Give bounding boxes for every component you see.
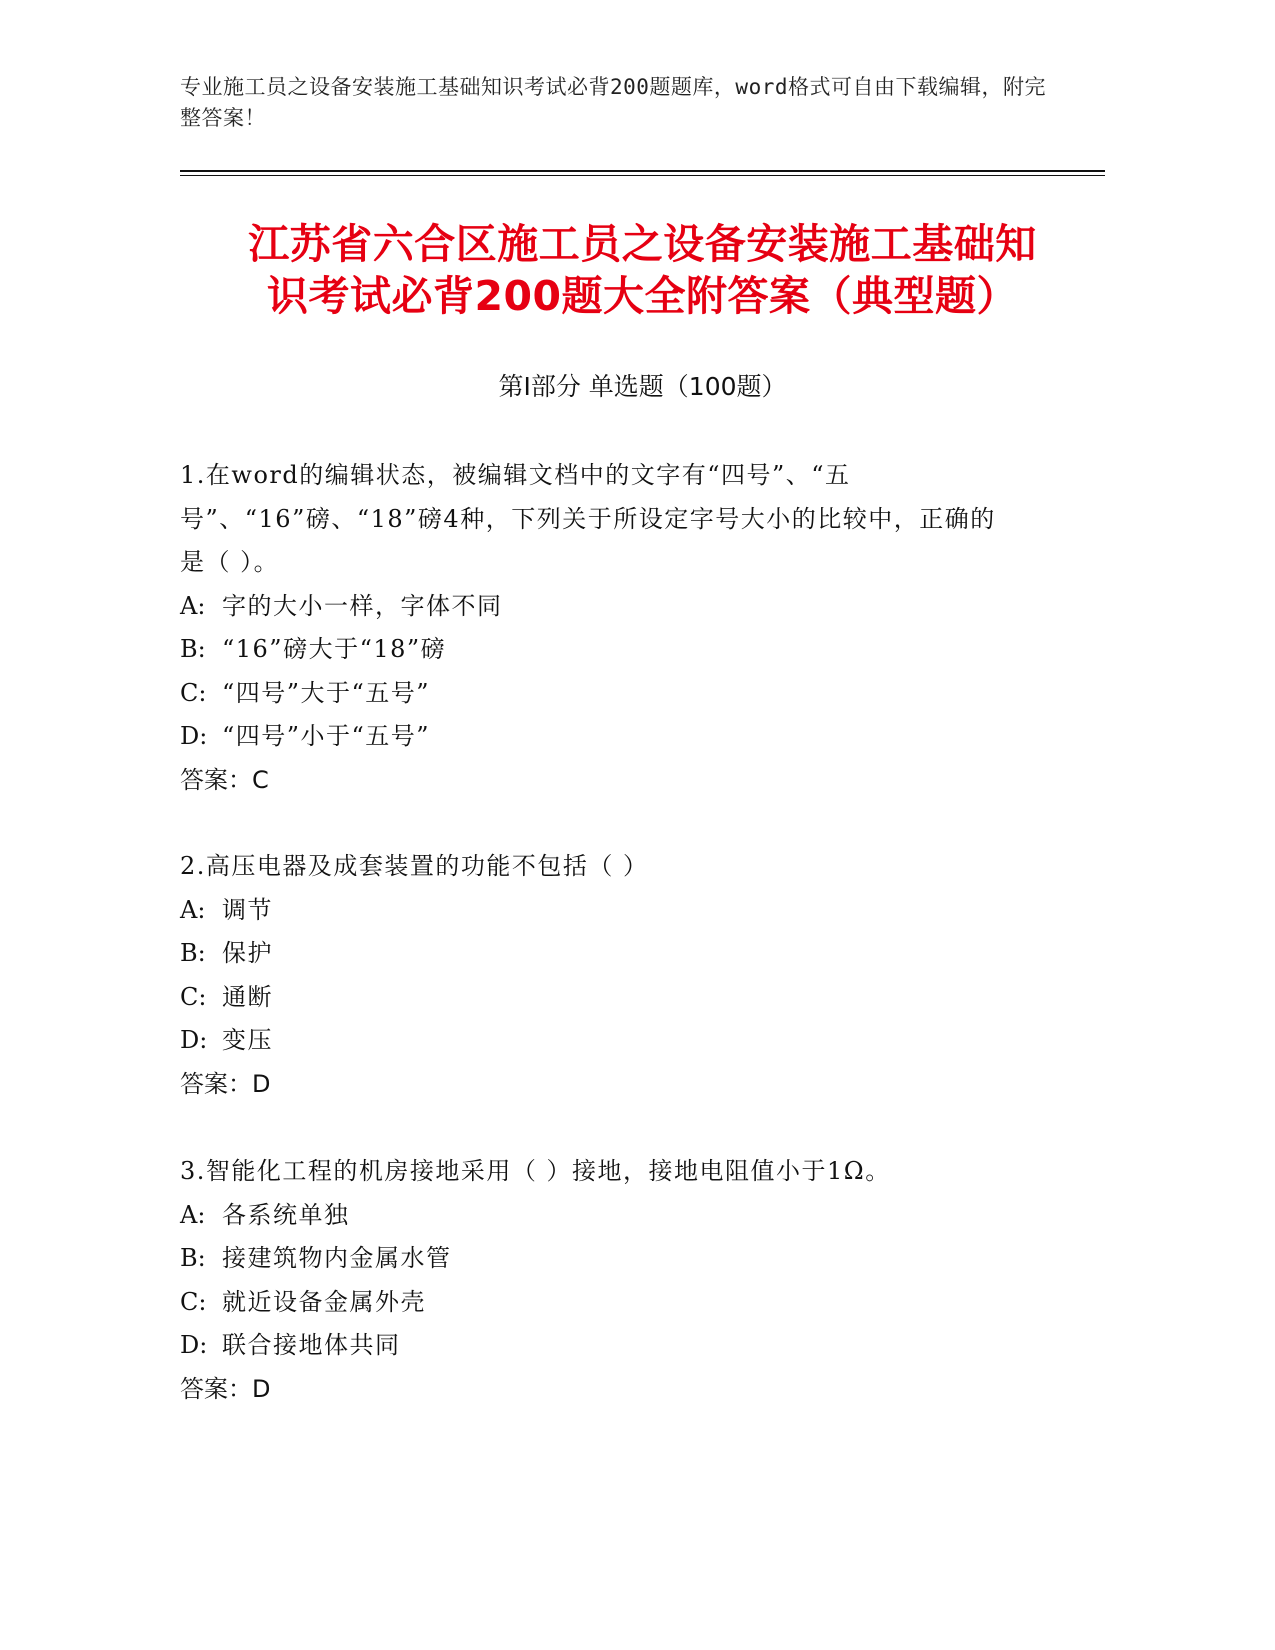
option-text: 接建筑物内金属水管 (222, 1244, 452, 1272)
answer-line: 答案：C (180, 765, 269, 794)
option-a (180, 1194, 1020, 1238)
option-text: 就近设备金属外壳 (222, 1287, 426, 1316)
document-title (180, 218, 1105, 322)
option-key: C: (180, 982, 207, 1011)
answer-line: 答案：D (180, 1069, 271, 1098)
option-text: 变压 (222, 1026, 273, 1054)
option-key: A: (180, 591, 206, 620)
option-b (180, 932, 1020, 976)
option-key: D: (180, 1331, 208, 1359)
document-title-line-2: 识考试必背200题大全附答案（典型题） (266, 272, 1019, 320)
question-3 (180, 1150, 1020, 1411)
document-title-line-1: 江苏省六合区施工员之设备安装施工基础知 (248, 220, 1037, 268)
option-text: 调节 (222, 895, 273, 924)
option-key: C: (180, 1287, 207, 1316)
option-a (180, 585, 1020, 629)
option-d (180, 1019, 1020, 1063)
question-1 (180, 454, 1020, 802)
option-text: “16”磅大于“18”磅 (222, 635, 447, 663)
question-stem: 2.高压电器及成套装置的功能不包括（ ） (180, 852, 649, 880)
question-stem: 1.在word的编辑状态，被编辑文档中的文字有“四号”、“五号”、“16”磅、“18”磅4种，下列关于所设定字号大小的比较中，正确的是（ ）。 (180, 461, 996, 576)
header-note: 专业施工员之设备安装施工基础知识考试必背200题题库，word格式可自由下载编辑，附完整答案！ (180, 75, 1046, 130)
option-text: “四号”大于“五号” (222, 678, 431, 707)
option-key: D: (180, 722, 208, 750)
option-key: A: (180, 1200, 206, 1229)
option-text: 保护 (222, 939, 273, 967)
option-c (180, 672, 1020, 716)
option-key: B: (180, 939, 206, 967)
option-text: “四号”小于“五号” (222, 722, 431, 750)
option-key: D: (180, 1026, 208, 1054)
header-divider-thin (180, 175, 1105, 176)
section-title: 第Ⅰ部分 单选题（100题） (498, 372, 787, 401)
question-2 (180, 845, 1020, 1106)
option-a (180, 889, 1020, 933)
option-b (180, 1237, 1020, 1281)
option-key: B: (180, 635, 206, 663)
option-key: B: (180, 1244, 206, 1272)
option-text: 各系统单独 (222, 1200, 350, 1229)
option-c (180, 976, 1020, 1020)
option-text: 联合接地体共同 (222, 1331, 401, 1359)
answer-line: 答案：D (180, 1374, 271, 1403)
header-divider-thick (180, 170, 1105, 172)
option-key: C: (180, 678, 207, 707)
option-key: A: (180, 895, 206, 924)
option-d (180, 1324, 1020, 1368)
question-stem: 3.智能化工程的机房接地采用（ ）接地，接地电阻值小于1Ω。 (180, 1157, 891, 1185)
option-d (180, 715, 1020, 759)
option-b (180, 628, 1020, 672)
option-text: 字的大小一样，字体不同 (222, 591, 503, 620)
option-text: 通断 (222, 982, 273, 1011)
option-c (180, 1281, 1020, 1325)
